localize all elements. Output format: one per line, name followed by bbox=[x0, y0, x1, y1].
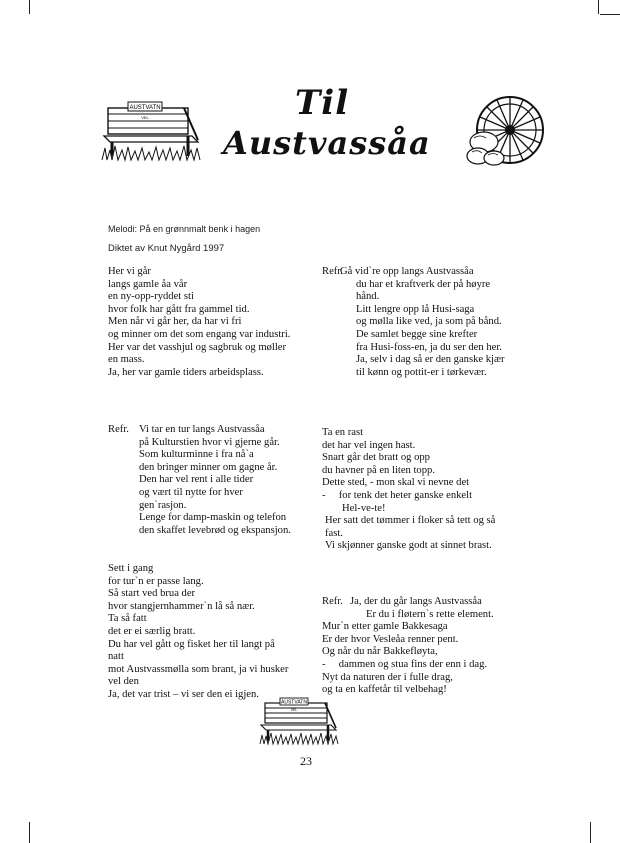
refrain-line: Som kulturminne i fra nå`a bbox=[139, 449, 254, 461]
stanza-line: natt bbox=[108, 651, 124, 663]
refrain-line: og mølla like ved, ja som på bånd. bbox=[356, 316, 502, 328]
bench-illustration bbox=[100, 100, 202, 162]
stanza-line: det er ei særlig bratt. bbox=[108, 625, 196, 637]
stanza-line: og minner om det som engang var industri. bbox=[108, 328, 291, 340]
stanza-2 bbox=[322, 427, 495, 553]
bench-sign-small-text-2: VEL bbox=[290, 708, 298, 712]
refrain-3 bbox=[322, 596, 494, 697]
stanza-line: vel den bbox=[108, 676, 139, 688]
refrain-label: Refr. bbox=[322, 596, 343, 607]
stanza-line: - for tenk det heter ganske enkelt bbox=[322, 489, 473, 501]
stanza-line: Her vi går bbox=[108, 266, 151, 277]
refrain-line: du har et kraftverk der på høyre bbox=[356, 278, 491, 290]
refrain-2 bbox=[139, 424, 291, 537]
stanza-line: Ja, det var trist – vi ser den ei igjen. bbox=[108, 688, 259, 700]
refrain-line: og vært til nytte for hver bbox=[139, 486, 243, 498]
bench-sign-text: AUSTVATN bbox=[129, 105, 161, 111]
stanza-line: mot Austvassmølla som brant, ja vi husker bbox=[108, 663, 289, 675]
stanza-line: det har vel ingen hast. bbox=[322, 439, 416, 451]
stanza-line: hvor stangjernhammer`n lå så nær. bbox=[108, 600, 255, 612]
refrain-line: Lenge for damp-maskin og telefon bbox=[139, 512, 287, 524]
bench-sign-text-small: AUSTVATN bbox=[281, 699, 307, 706]
stanza-line: fast. bbox=[325, 527, 343, 539]
crop-mark-bottom-right bbox=[590, 822, 591, 843]
refrain-line: gen`rasjon. bbox=[139, 499, 187, 511]
title-line-2: Austvassåa bbox=[223, 124, 431, 162]
author-note: Diktet av Knut Nygård 1997 bbox=[108, 243, 225, 254]
stanza-line: Ta så fatt bbox=[108, 613, 147, 625]
refrain-line: den skaffet levebrød og ekspansjon. bbox=[139, 524, 291, 536]
refrain-line: Er du i fløtern`s rette element. bbox=[366, 608, 494, 620]
stanza-line: for tur`n er passe lang. bbox=[108, 575, 204, 587]
stanza-line: en ny-opp-ryddet sti bbox=[108, 291, 194, 303]
crop-mark-bottom-left bbox=[29, 822, 30, 843]
refrain-line: Ja, selv i dag så er den ganske kjær bbox=[356, 354, 505, 366]
stanza-line: Dette sted, - mon skal vi nevne det bbox=[322, 477, 470, 489]
refrain-line: Vi tar en tur langs Austvassåa bbox=[139, 424, 265, 435]
refrain-line: - dammen og stua fins der enn i dag. bbox=[322, 658, 488, 670]
refrain-line: Litt lengre opp lå Husi-saga bbox=[356, 303, 475, 315]
refrain-label: Refr. bbox=[322, 266, 343, 277]
stanza-line: Snart går det bratt og opp bbox=[322, 452, 430, 464]
refrain-line: Og når du når Bakkefløyta, bbox=[322, 646, 438, 658]
title-line-1: Til bbox=[295, 83, 350, 123]
stanza-line: Vi skjønner ganske godt at sinnet brast. bbox=[325, 540, 492, 552]
stanza-line: du havner på en liten topp. bbox=[322, 464, 435, 476]
stanza-line: Her var det vasshjul og sagbruk og møller bbox=[108, 341, 286, 353]
stanza-line: Hel-ve-te! bbox=[342, 502, 386, 514]
stanza-line: Sett i gang bbox=[108, 563, 154, 574]
refrain-label: Refr. bbox=[108, 424, 129, 435]
refrain-line: fra Husi-foss-en, ja du ser den her. bbox=[356, 341, 502, 353]
stanza-1 bbox=[108, 266, 290, 379]
page-number: 23 bbox=[300, 754, 312, 768]
stanza-line: en mass. bbox=[108, 354, 145, 366]
melody-note: Melodi: På en grønnmalt benk i hagen bbox=[108, 224, 261, 234]
crop-mark-top-right bbox=[598, 0, 599, 14]
crop-mark-top-left bbox=[29, 0, 30, 14]
refrain-line: hånd. bbox=[356, 291, 380, 303]
stanza-line: Her satt det tømmer i floker så tett og så bbox=[325, 515, 496, 527]
refrain-line: Nyt da naturen der i fulle drag, bbox=[322, 671, 453, 683]
refrain-line: De samlet begge sine krefter bbox=[356, 328, 478, 340]
refrain-line: Den har vel rent i alle tider bbox=[139, 474, 254, 486]
stanza-line: Så start ved brua der bbox=[108, 588, 196, 600]
refrain-line: Mur`n etter gamle Bakkesaga bbox=[322, 621, 448, 633]
stanza-line: hvor folk har gått fra gammel tid. bbox=[108, 303, 250, 315]
stanza-line: Du har vel gått og fisket her til langt på bbox=[108, 638, 275, 650]
water-wheel-illustration bbox=[466, 92, 546, 170]
refrain-1 bbox=[340, 266, 505, 379]
refrain-line: Er der hvor Vesleåa renner pent. bbox=[322, 633, 459, 645]
crop-mark-right-top bbox=[600, 14, 620, 15]
stanza-line: Men når vi går her, da har vi fri bbox=[108, 316, 242, 328]
refrain-line: Ja, der du går langs Austvassåa bbox=[350, 596, 482, 607]
refrain-line: og ta en kaffetår til velbehag! bbox=[322, 684, 447, 696]
stanza-3 bbox=[108, 563, 288, 702]
stanza-line: Ta en rast bbox=[322, 427, 364, 438]
bench-sign-small-text: VEL bbox=[141, 115, 149, 120]
stanza-line: Ja, her var gamle tiders arbeidsplass. bbox=[108, 366, 264, 378]
refrain-line: Gå vid`re opp langs Austvassåa bbox=[340, 266, 474, 277]
refrain-line: til kønn og pottit-er i tørkevær. bbox=[356, 366, 487, 378]
refrain-line: på Kulturstien hvor vi gjerne går. bbox=[139, 436, 280, 448]
refrain-line: den bringer minner om gagne år. bbox=[139, 461, 278, 473]
bench-illustration-small bbox=[258, 696, 340, 746]
stanza-line: langs gamle åa vår bbox=[108, 278, 188, 290]
